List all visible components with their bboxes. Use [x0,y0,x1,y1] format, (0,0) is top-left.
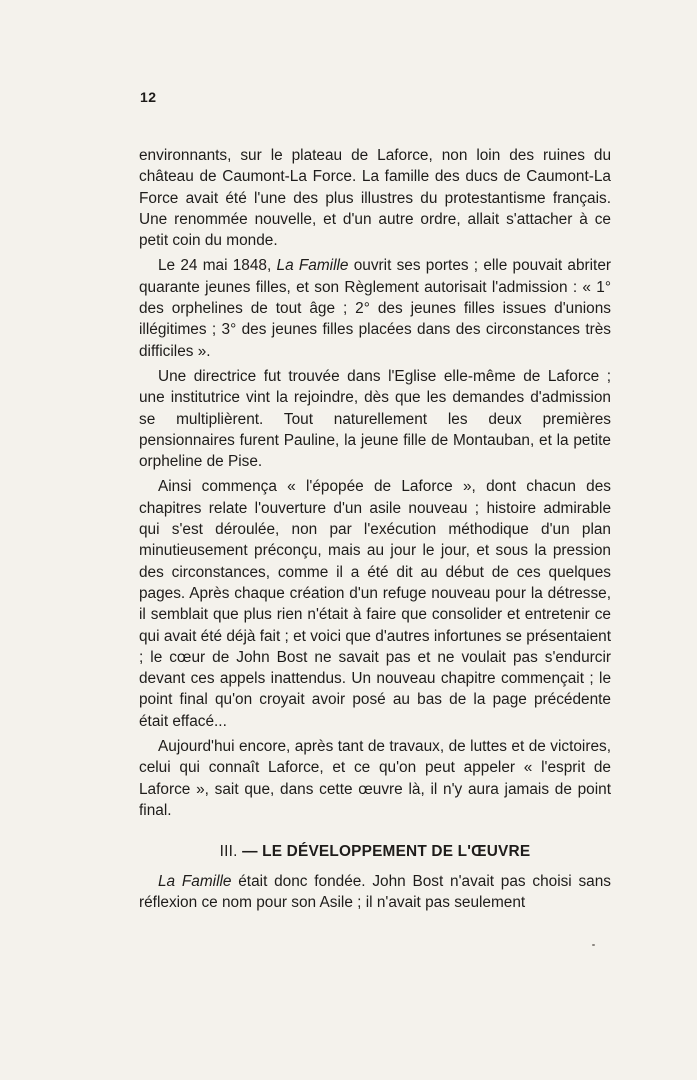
paragraph-3: Une directrice fut trouvée dans l'Eglise elle-même de Laforce ; une institutrice vint la rejoindre, dès que les demandes d'admission se multiplièrent. Tout naturellement les deux premières pensionnaires furent Pauline, la jeune fille de Montauban, et la petite orpheline de Pise. [139,367,611,471]
paragraph-4: Ainsi commença « l'épopée de Laforce », dont chacun des chapitres relate l'ouverture d'un asile nouveau ; histoire admirable qui s'est déroulée, non par l'exécution méthodique d'un plan minutieusement préconçu, mais au jour le jour, et sous la pression des circonstances, comme il a été dit au début de ces quelques pages. Après chaque création d'un refuge nouveau pour la détresse, il semblait que plus rien n'était à faire que consolider et entretenir ce qui avait été déjà fait ; et voici que d'autres infortunes se présentaient ; le cœur de John Bost ne savait pas et ne voulait pas s'endurcir devant ces appels inattendus. Un nouveau chapitre commençait ; le point final qu'on croyait avoir posé au bas de la page précédente était effacé... [139,478,611,730]
paper-speck [592,944,595,946]
paragraph-6 [139,871,611,914]
paragraph-6-text: était donc fondée. John Bost n'avait pas choisi sans réflexion ce nom pour son Asile ; il n'avait pas seulement [139,872,611,911]
paragraph-2 [139,255,611,361]
paragraph-2-start: Le 24 mai 1848, [158,257,272,275]
section-title: — LE DÉVELOPPEMENT DE L'ŒUVRE [242,843,531,861]
book-title-la-famille-2: La Famille [158,872,232,890]
paragraph-1: environnants, sur le plateau de Laforce, non loin des ruines du château de Caumont-La Force. La famille des ducs de Caumont-La Force avait été l'une des plus illustres du protestantisme français. Une renommée nouvelle, et d'un autre ordre, allait s'attacher à ce petit coin du monde. [139,147,611,250]
book-title-la-famille: La Famille [276,257,349,275]
section-heading [139,841,611,862]
body-text [139,145,611,913]
paragraph-5: Aujourd'hui encore, après tant de travaux, de luttes et de victoires, celui qui connaît Laforce, et ce qu'on peut appeler « l'esprit de Laforce », sait que, dans cette œuvre là, il n'y aura jamais de point final. [139,738,611,819]
page-number: 12 [140,89,157,105]
section-number: III. [219,843,238,861]
paragraph-2-rest: ouvrit ses portes ; elle pouvait abriter quarante jeunes filles, et son Règlement autorisait l'admission : « 1° des orphelines de tout âge ; 2° des jeunes filles issues d'unions illégitimes ; 3° des jeunes filles placées dans des circonstances très difficiles ». [139,257,612,360]
